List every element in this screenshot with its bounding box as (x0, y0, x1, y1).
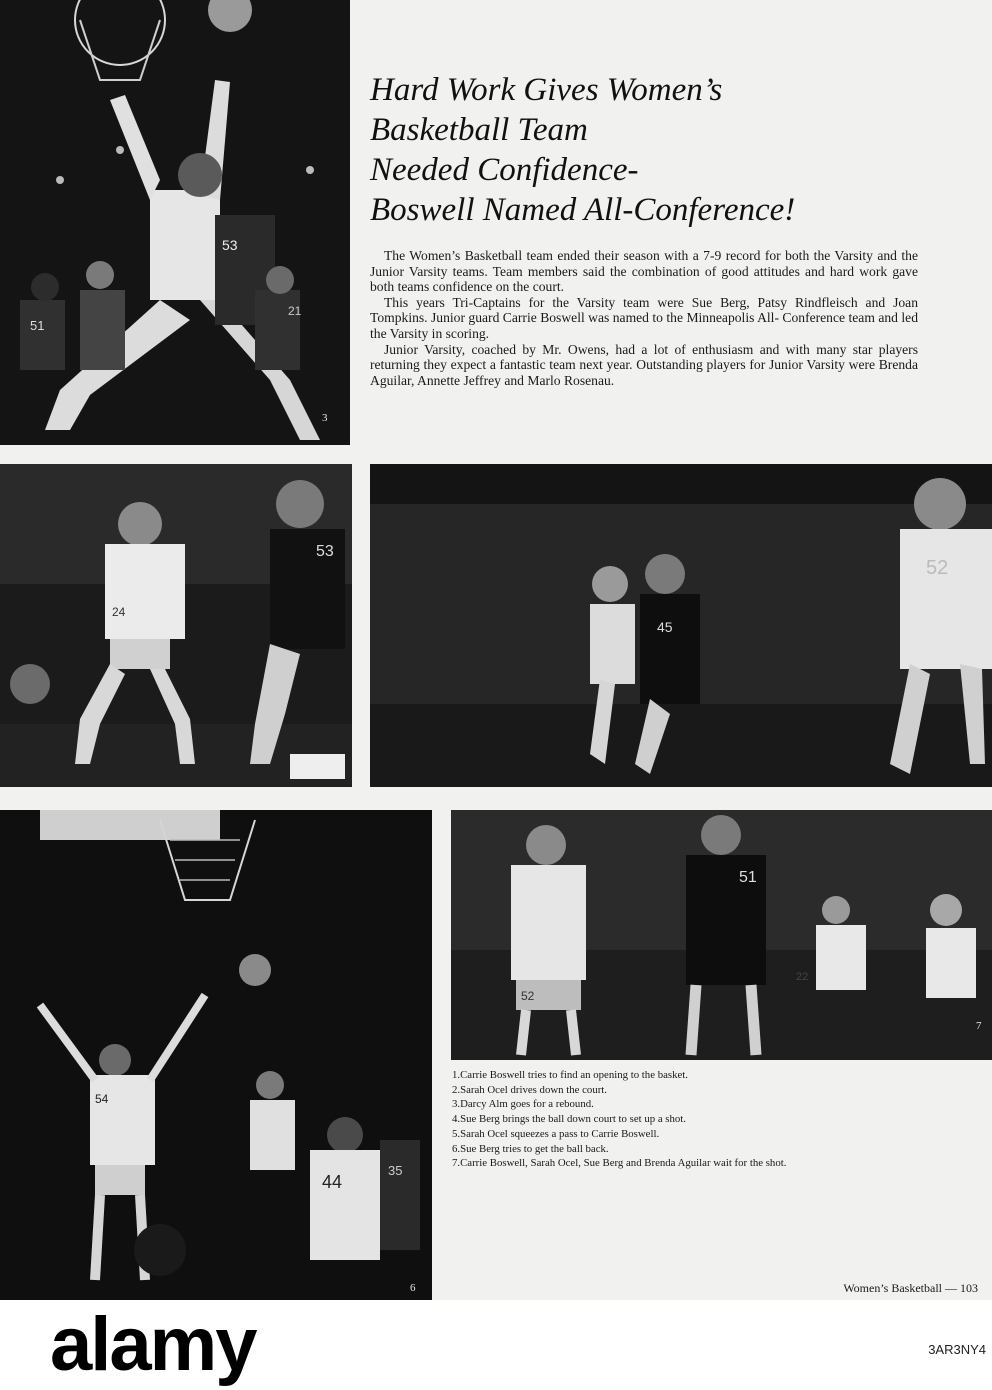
photo-number: 3 (322, 412, 328, 424)
photo-pass-image (370, 464, 992, 787)
jersey-number: 22 (796, 971, 809, 983)
caption-line: 3.Darcy Alm goes for a rebound. (452, 1098, 594, 1111)
photo-dribble-image (0, 464, 352, 787)
photo-pass (370, 464, 992, 787)
photo-waiting (451, 810, 992, 1060)
caption-line: 7.Carrie Boswell, Sarah Ocel, Sue Berg and Brenda Aguilar wait for the shot. (452, 1157, 787, 1170)
headline-line: Hard Work Gives Women’s (370, 72, 723, 108)
watermark-strip (0, 1300, 992, 1390)
photo-jump-ball (0, 810, 432, 1300)
photo-captions (452, 1068, 972, 1171)
jersey-number: 35 (388, 1163, 403, 1178)
jersey-number: 51 (30, 318, 45, 333)
photo-dribble (0, 464, 352, 787)
photo-jump-ball-image (0, 810, 432, 1300)
photo-number: 6 (410, 1282, 416, 1294)
watermark-logo: alamy (50, 1302, 256, 1387)
jersey-number: 24 (112, 605, 126, 619)
jersey-number: 44 (322, 1172, 343, 1192)
headline-line: Boswell Named All-Conference! (370, 192, 796, 228)
photo-rebound-image (0, 0, 350, 445)
jersey-number: 45 (657, 619, 673, 635)
jersey-number: 52 (521, 989, 535, 1003)
headline (370, 70, 970, 230)
headline-line: Needed Confidence- (370, 152, 639, 188)
jersey-number: 54 (95, 1092, 109, 1106)
caption-line: 6.Sue Berg tries to get the ball back. (452, 1142, 609, 1155)
caption-line: 5.Sarah Ocel squeezes a pass to Carrie Boswell. (452, 1127, 660, 1140)
watermark-image-id: 3AR3NY4 (928, 1342, 986, 1357)
jersey-number: 21 (288, 304, 302, 318)
article-paragraph: The Women’s Basketball team ended their season with a 7-9 record for both the Varsity and the Junior Varsity teams. Team members said the combination of good attitudes and hard work gave both teams confidence on the court. (370, 248, 918, 295)
page-folio: Women’s Basketball — 103 (843, 1281, 978, 1295)
article-body (370, 248, 918, 388)
article-paragraph: Junior Varsity, coached by Mr. Owens, had a lot of enthusiasm and with many star players returning they expect a fantastic team next year. Outstanding players for Junior Varsity were Brenda Aguilar, Annette Jeffrey and Marlo Rosenau. (370, 341, 918, 388)
jersey-number: 53 (222, 237, 238, 253)
photo-rebound (0, 0, 350, 445)
photo-waiting-image (451, 810, 992, 1060)
photo-number: 7 (976, 1020, 982, 1032)
article-paragraph: This years Tri-Captains for the Varsity team were Sue Berg, Patsy Rindfleisch and Joan Tompkins. Junior guard Carrie Boswell was named to the Minneapolis All- Conference team and led the Varsity in scoring. (370, 294, 918, 341)
jersey-number: 53 (316, 543, 334, 560)
caption-line: 4.Sue Berg brings the ball down court to set up a shot. (452, 1113, 687, 1126)
headline-line: Basketball Team (370, 112, 588, 148)
caption-line: 1.Carrie Boswell tries to find an opening to the basket. (452, 1069, 688, 1081)
jersey-number: 52 (926, 557, 949, 579)
caption-line: 2.Sarah Ocel drives down the court. (452, 1083, 608, 1096)
jersey-number: 51 (739, 869, 757, 886)
